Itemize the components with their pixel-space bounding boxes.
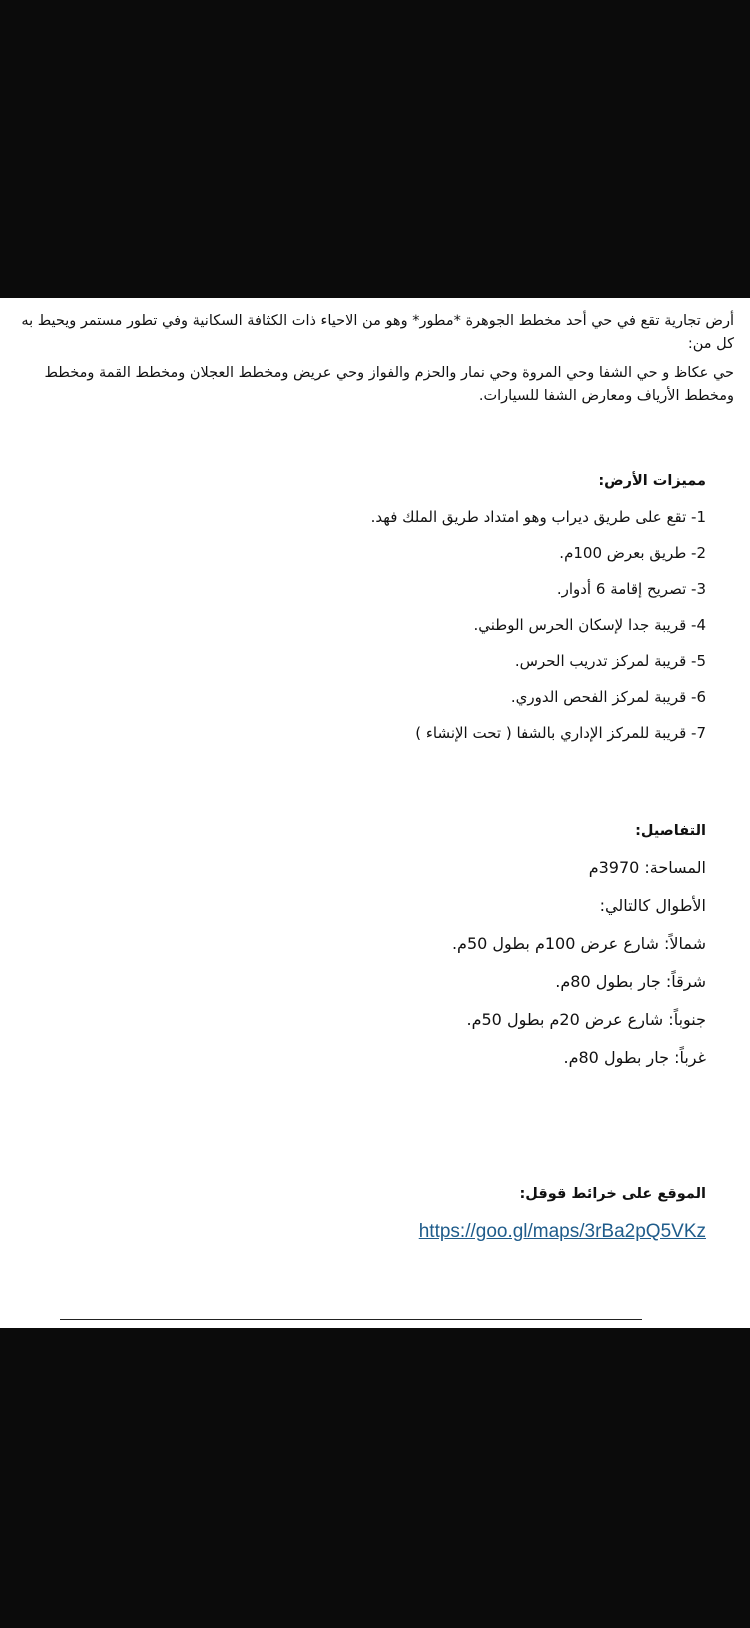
features-heading: مميزات الأرض: — [598, 473, 706, 489]
feature-item: 6- قريبة لمركز الفحص الدوري. — [510, 688, 706, 706]
feature-item: 5- قريبة لمركز تدريب الحرس. — [514, 652, 706, 670]
south-boundary: جنوباً: شارع عرض 20م بطول 50م. — [466, 1010, 706, 1029]
google-maps-link[interactable]: https://goo.gl/maps/3rBa2pQ5VKz — [418, 1221, 706, 1242]
location-heading: الموقع على خرائط قوقل: — [519, 1186, 706, 1202]
top-black-bar — [0, 0, 750, 298]
feature-item: 2- طريق بعرض 100م. — [559, 544, 706, 562]
feature-item: 3- تصريح إقامة 6 أدوار. — [556, 580, 706, 598]
intro-paragraph-1: أرض تجارية تقع في حي أحد مخطط الجوهرة *مطور* وهو من الاحياء ذات الكثافة السكانية وفي تطور مستمر ويحيط به كل من: — [21, 313, 734, 352]
bottom-black-bar — [0, 1328, 750, 1628]
area-value: المساحة: 3970م — [588, 858, 706, 877]
feature-item: 4- قريبة جدا لإسكان الحرس الوطني. — [473, 616, 706, 634]
feature-item: 7- قريبة للمركز الإداري بالشفا ( تحت الإنشاء ) — [415, 724, 706, 742]
lengths-label: الأطوال كالتالي: — [599, 896, 706, 915]
bottom-divider — [60, 1319, 642, 1320]
north-boundary: شمالاً: شارع عرض 100م بطول 50م. — [451, 934, 706, 953]
east-boundary: شرقاً: جار بطول 80م. — [555, 972, 706, 991]
west-boundary: غرباً: جار بطول 80م. — [563, 1048, 706, 1067]
details-heading: التفاصيل: — [635, 823, 706, 839]
document-page — [0, 298, 750, 1328]
feature-item: 1- تقع على طريق ديراب وهو امتداد طريق الملك فهد. — [370, 508, 706, 526]
intro-paragraph-2: حي عكاظ و حي الشفا وحي المروة وحي نمار والحزم والفواز وحي عريض ومخطط العجلان ومخطط القمة ومخطط ومخطط الأرياف ومعارض الشفا للسيارات. — [44, 365, 734, 404]
intro-section — [14, 310, 734, 414]
